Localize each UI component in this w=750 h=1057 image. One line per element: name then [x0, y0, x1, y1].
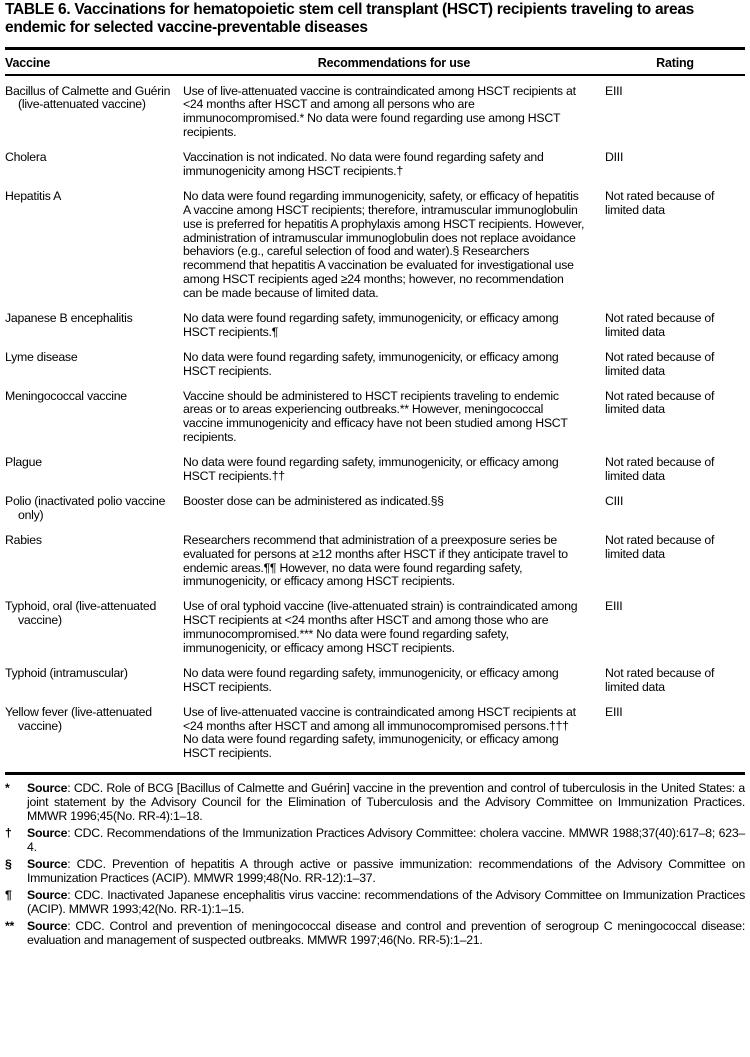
footnote-marker: †	[5, 826, 12, 841]
vaccine-name-cell: Cholera	[5, 150, 47, 165]
recommendation-cell: Vaccination is not indicated. No data were found regarding safety and immunogenicity among HSCT recipients.†	[183, 150, 544, 179]
vaccine-name-cell: Meningococcal vaccine	[5, 388, 127, 403]
footnote-body-text: : CDC. Control and prevention of meningococcal disease and control and prevention of serogroup C meningococcal disease: evaluation and management of suspected outbreaks. MMWR 1997;46(No. RR-5):1–21.	[27, 919, 745, 948]
table-row	[5, 75, 745, 152]
footnote-body-text: : CDC. Inactivated Japanese encephalitis virus vaccine: recommendations of the Advisory Committee on Immunization Practices (ACIP). MMWR 1993;42(No. RR-1):1–15.	[27, 888, 745, 917]
header-row	[5, 50, 745, 75]
recommendation-cell: Use of live-attenuated vaccine is contraindicated among HSCT recipients at <24 months after HSCT and among all persons who are immunocompromised.* No data were found regarding use among HSCT recipients.	[183, 83, 576, 140]
table-row	[5, 190, 745, 312]
recommendation-cell: No data were found regarding safety, immunogenicity, or efficacy among HSCT recipients.	[183, 349, 559, 378]
footnote-text	[27, 888, 745, 916]
vaccine-name-cell: Plague	[5, 455, 42, 470]
footnote-marker: ¶	[5, 888, 12, 903]
footnote-source-label: Source	[27, 781, 68, 796]
footnote	[5, 919, 745, 947]
table-header	[5, 50, 745, 75]
table-row	[5, 312, 745, 351]
rating-cell: Not rated because of limited data	[605, 188, 715, 217]
vaccine-name-cell: Hepatitis A	[5, 188, 62, 203]
rating-cell: Not rated because of limited data	[605, 455, 715, 484]
vaccine-name-cell: Yellow fever (live-attenuated vaccine)	[5, 704, 152, 733]
recommendation-cell: No data were found regarding safety, immunogenicity, or efficacy among HSCT recipients.††	[183, 455, 559, 484]
footnote-body-text: : CDC. Prevention of hepatitis A through active or passive immunization: recommendations of the Advisory Committee on Immunization Practices (ACIP). MMWR 1999;48(No. RR-12):1–37.	[27, 857, 745, 886]
vaccine-name-cell: Typhoid, oral (live-attenuated vaccine)	[5, 599, 157, 628]
rating-cell: Not rated because of limited data	[605, 388, 715, 417]
recommendation-cell: Booster dose can be administered as indicated.§§	[183, 493, 444, 508]
rating-cell: DIII	[605, 150, 624, 165]
footnote	[5, 781, 745, 823]
table-row	[5, 534, 745, 601]
rating-cell: Not rated because of limited data	[605, 532, 715, 561]
rating-cell: Not rated because of limited data	[605, 349, 715, 378]
recommendation-cell: No data were found regarding safety, immunogenicity, or efficacy among HSCT recipients.¶	[183, 311, 559, 339]
vaccinations-table	[5, 50, 745, 773]
footnote-source-label: Source	[27, 826, 68, 841]
rating-cell: EIII	[605, 704, 623, 719]
footnote-text	[27, 781, 745, 823]
footnote-marker: *	[5, 781, 10, 796]
footnote-source-label: Source	[27, 888, 68, 903]
recommendation-cell: No data were found regarding safety, immunogenicity, or efficacy among HSCT recipients.	[183, 665, 559, 694]
column-header-recommendations: Recommendations for use	[183, 50, 605, 75]
recommendation-cell: Vaccine should be administered to HSCT recipients traveling to endemic areas or to areas experiencing outbreaks.** However, meningococcal vaccine immunogenicity and efficacy have not been studied among HSCT recipients.	[183, 388, 568, 445]
footnote-text	[27, 857, 745, 885]
rating-cell: CIII	[605, 493, 624, 508]
footnote-body-text: : CDC. Recommendations of the Immunization Practices Advisory Committee: cholera vaccine. MMWR 1988;37(40):617–8; 623–4.	[27, 826, 745, 855]
footnote-source-label: Source	[27, 857, 68, 872]
footnote	[5, 826, 745, 854]
column-header-rating: Rating	[605, 50, 745, 75]
footnote-marker: §	[5, 857, 12, 872]
vaccine-name-cell: Bacillus of Calmette and Guérin (live-attenuated vaccine)	[5, 83, 171, 112]
vaccine-name-cell: Polio (inactivated polio vaccine only)	[5, 493, 166, 522]
table-row	[5, 667, 745, 706]
vaccine-name-cell: Rabies	[5, 532, 42, 547]
recommendation-cell: Use of oral typhoid vaccine (live-attenuated strain) is contraindicated among HSCT recipients at <24 months after HSCT and among those who are immunocompromised.*** No data were found regarding safety, immunogenicity, or efficacy among HSCT recipients.	[183, 599, 578, 655]
table-row	[5, 351, 745, 390]
vaccine-name-cell: Japanese B encephalitis	[5, 311, 133, 326]
table-row	[5, 456, 745, 495]
rating-cell: EIII	[605, 83, 623, 98]
recommendation-cell: Use of live-attenuated vaccine is contraindicated among HSCT recipients at <24 months after HSCT and among all immunocompromised persons.††† No data were found regarding safety, immunogenicity, or efficacy among HSCT recipients.	[183, 704, 576, 761]
table-row	[5, 151, 745, 190]
footnote-body-text: : CDC. Role of BCG [Bacillus of Calmette and Guérin] vaccine in the prevention and control of tuberculosis in the United States: a joint statement by the Advisory Council for the Elimination of Tuberculosis and the Advisory Committee on Immunization Practices. MMWR 1996;45(No. RR-4):1–18.	[27, 781, 745, 824]
vaccine-name-cell: Lyme disease	[5, 349, 78, 364]
recommendation-cell: No data were found regarding immunogenicity, safety, or efficacy of hepatitis A vaccine among HSCT recipients; therefore, intramuscular immunoglobulin use is preferred for hepatitis A prophylaxis among HSCT recipients. However, administration of intramuscular immunoglobulin does not replace avoidance behaviors (e.g., careful selection of food and water).§ Researchers recommend that hepatitis A vaccination be evaluated for investigational use among HSCT recipients aged ≥24 months; however, no recommendation can be made because of limited data.	[183, 188, 585, 301]
table-row	[5, 495, 745, 534]
recommendation-cell: Researchers recommend that administration of a preexposure series be evaluated for persons at ≥12 months after HSCT if they anticipate travel to endemic areas.¶¶ However, no data were found regarding safety, immunogenicity, or efficacy among HSCT recipients.	[183, 532, 568, 589]
rating-cell: Not rated because of limited data	[605, 665, 715, 694]
footnote-text	[27, 826, 745, 854]
rating-cell: Not rated because of limited data	[605, 311, 715, 339]
footnote	[5, 857, 745, 885]
footnote-source-label: Source	[27, 919, 68, 934]
rating-cell: EIII	[605, 599, 623, 614]
column-header-vaccine: Vaccine	[5, 50, 183, 75]
vaccine-name-cell: Typhoid (intramuscular)	[5, 665, 128, 680]
footnote-marker: **	[5, 919, 15, 934]
footnote	[5, 888, 745, 916]
table-title: TABLE 6. Vaccinations for hematopoietic stem cell transplant (HSCT) recipients traveling to areas endemic for selected vaccine-preventable diseases	[5, 1, 694, 37]
table-row	[5, 600, 745, 667]
table-row	[5, 390, 745, 457]
footnotes	[5, 775, 745, 947]
table-row	[5, 706, 745, 773]
footnote-text	[27, 919, 745, 947]
table-body	[5, 75, 745, 773]
